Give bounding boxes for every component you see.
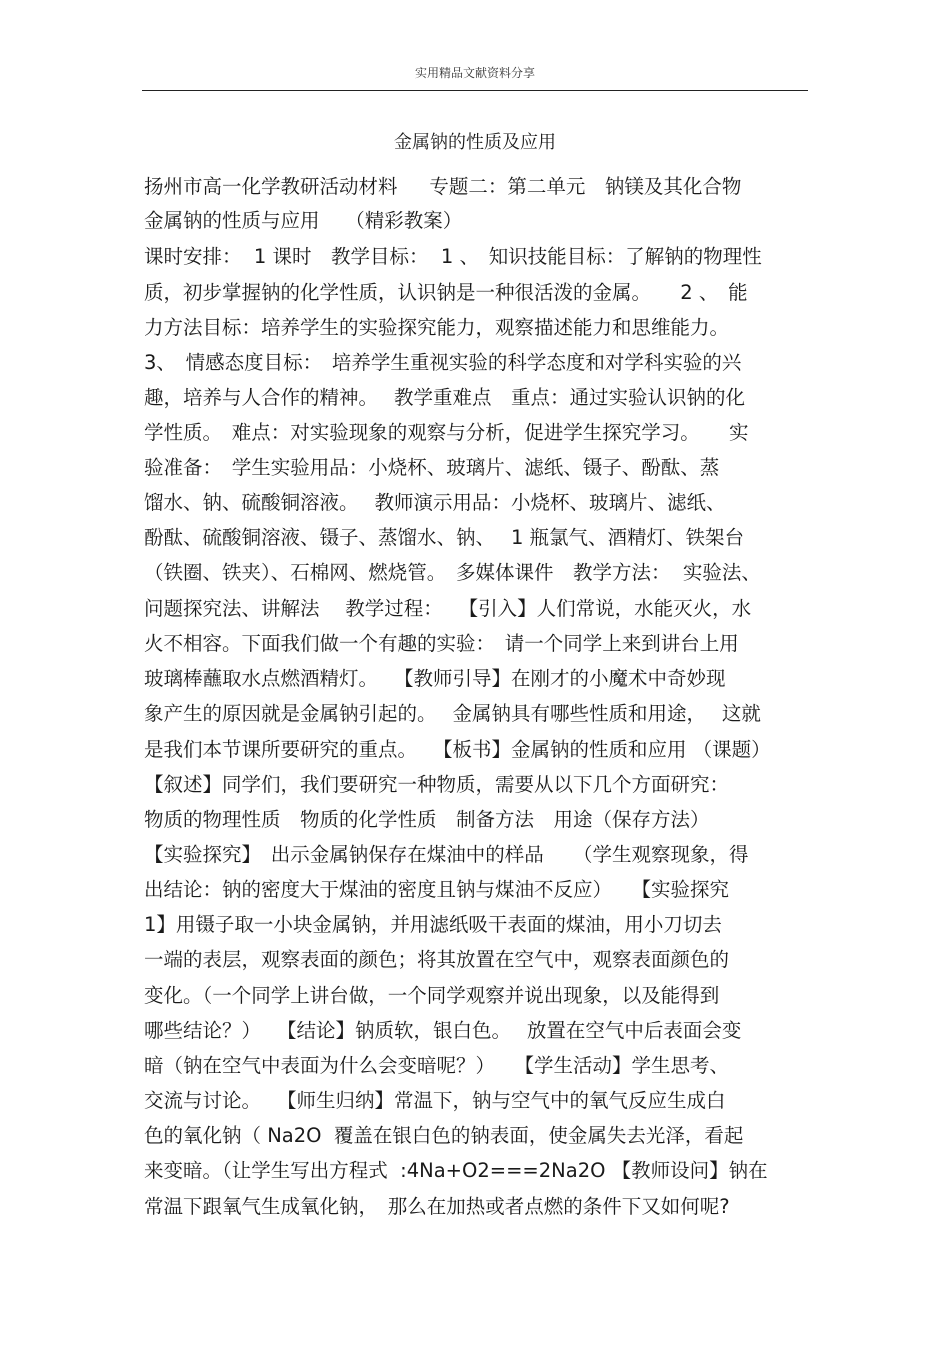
body-line: 火不相容。下面我们做一个有趣的实验： 请一个同学上来到讲台上用	[144, 632, 739, 655]
body-line: 质，初步掌握钠的化学性质，认识钠是一种很活泼的金属。 2 、 能	[144, 281, 748, 304]
body-line: 是我们本节课所要研究的重点。 【板书】金属钠的性质和应用 （课题）	[144, 738, 771, 761]
body-line: 出结论：钠的密度大于煤油的密度且钠与煤油不反应） 【实验探究	[144, 878, 730, 901]
body-line: 金属钠的性质与应用 （精彩教案）	[144, 209, 463, 232]
body-line: 3、 情感态度目标： 培养学生重视实验的科学态度和对学科实验的兴	[144, 351, 742, 374]
body-line: 常温下跟氧气生成氧化钠， 那么在加热或者点燃的条件下又如何呢?	[144, 1195, 730, 1218]
body-line: 变化。（一个同学上讲台做，一个同学观察并说出现象，以及能得到	[144, 984, 720, 1007]
body-line: 来变暗。（让学生写出方程式 :4Na+O2===2Na2O 【教师设问】钠在	[144, 1159, 768, 1182]
body-line: 物质的物理性质 物质的化学性质 制备方法 用途（保存方法）	[144, 808, 710, 831]
body-line: 【实验探究】 出示金属钠保存在煤油中的样品 （学生观察现象，得	[144, 843, 749, 866]
body-line: 扬州市高一化学教研活动材料 专题二：第二单元 钠镁及其化合物	[144, 175, 742, 198]
page-header: 实用精品文献资料分享	[414, 66, 535, 80]
body-line: 问题探究法、讲解法 教学过程： 【引入】人们常说，水能灭火，水	[144, 597, 752, 620]
body-line: 学性质。 难点：对实验现象的观察与分析，促进学生探究学习。 实	[144, 421, 749, 444]
body-line: 玻璃棒蘸取水点燃酒精灯。 【教师引导】在刚才的小魔术中奇妙现	[144, 667, 726, 690]
body-line: 色的氧化钠（ Na2O 覆盖在银白色的钠表面，使金属失去光泽，看起	[144, 1124, 744, 1147]
document-title: 金属钠的性质及应用	[394, 132, 556, 153]
body-line: 课时安排： 1 课时 教学目标： 1 、 知识技能目标：了解钠的物理性	[144, 245, 762, 268]
body-line: 暗（钠在空气中表面为什么会变暗呢？） 【学生活动】学生思考、	[144, 1054, 730, 1077]
body-line: 馏水、钠、硫酸铜溶液。 教师演示用品：小烧杯、玻璃片、滤纸、	[144, 491, 726, 514]
header-divider	[142, 90, 808, 91]
body-line: 交流与讨论。 【师生归纳】常温下，钠与空气中的氧气反应生成白	[144, 1089, 726, 1112]
body-line: 趣，培养与人合作的精神。 教学重难点 重点：通过实验认识钠的化	[144, 386, 745, 409]
body-line: 一端的表层，观察表面的颜色；将其放置在空气中，观察表面颜色的	[144, 948, 730, 971]
body-line: 力方法目标：培养学生的实验探究能力，观察描述能力和思维能力。	[144, 316, 730, 339]
body-line: 酚酞、硫酸铜溶液、镊子、蒸馏水、钠、 1 瓶氯气、酒精灯、铁架台	[144, 526, 745, 549]
body-line: 哪些结论？） 【结论】钠质软，银白色。 放置在空气中后表面会变	[144, 1019, 742, 1042]
body-line: （铁圈、铁夹）、石棉网、燃烧管。 多媒体课件 教学方法： 实验法、	[144, 561, 761, 584]
body-line: 【叙述】同学们，我们要研究一种物质，需要从以下几个方面研究：	[144, 773, 730, 796]
body-line: 象产生的原因就是金属钠引起的。 金属钠具有哪些性质和用途， 这就	[144, 702, 761, 725]
body-line: 1】用镊子取一小块金属钠，并用滤纸吸干表面的煤油，用小刀切去	[144, 913, 722, 936]
body-line: 验准备： 学生实验用品：小烧杯、玻璃片、滤纸、镊子、酚酞、蒸	[144, 456, 720, 479]
